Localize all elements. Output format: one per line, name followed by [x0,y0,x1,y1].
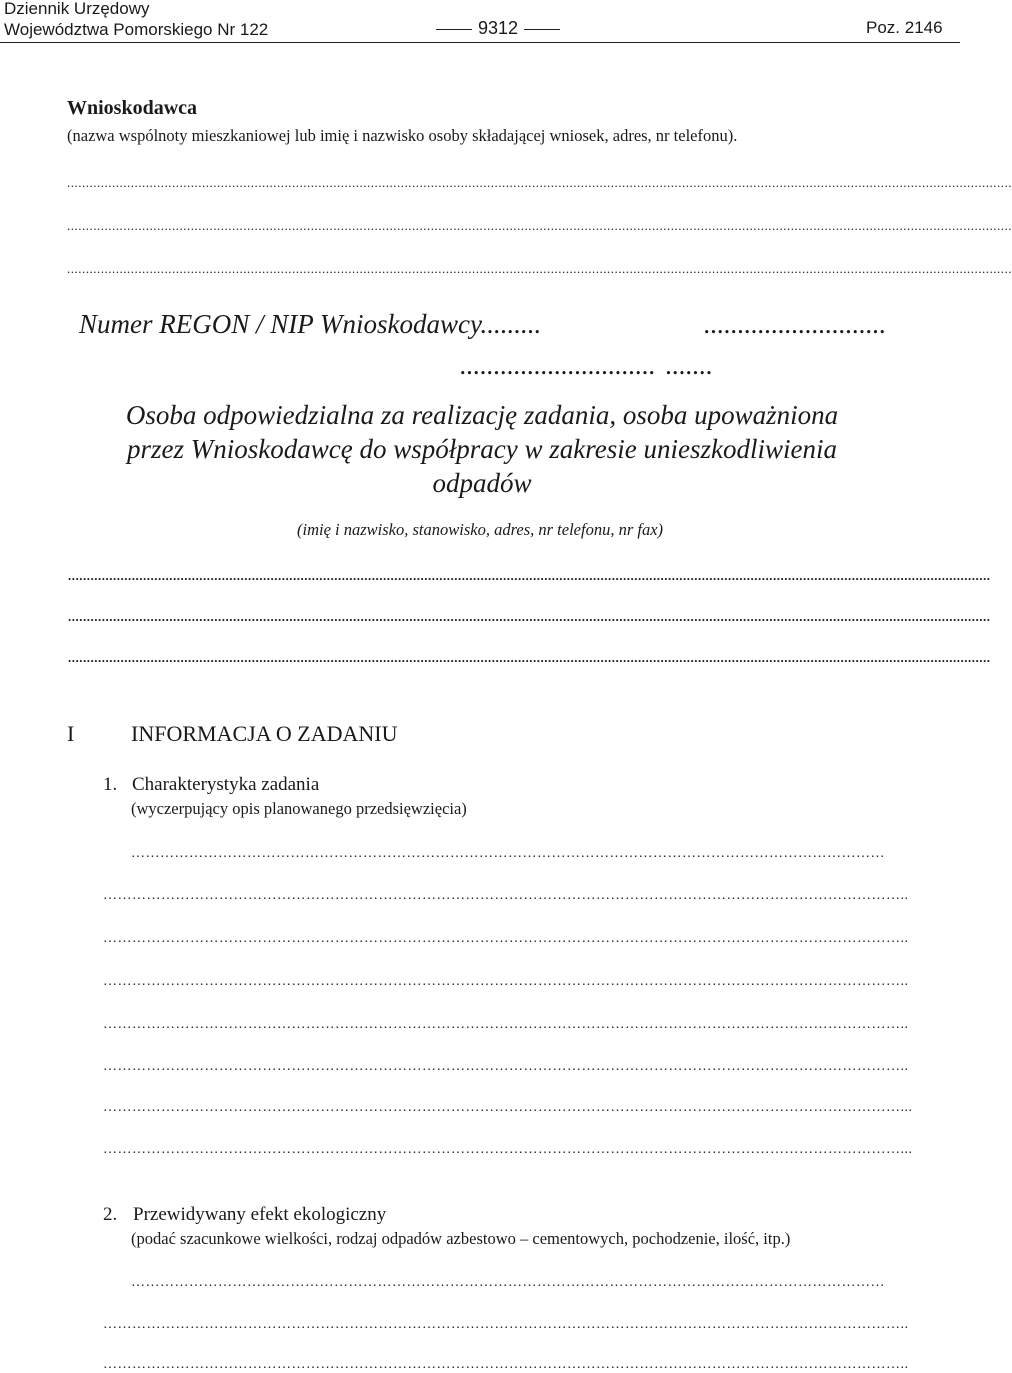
applicant-fill-line-1[interactable]: ............................................................................................................................................................................................................................................................ [67,175,1012,190]
responsible-fill-line-3[interactable]: ...................................................................................................................................................................................................................................................... [68,650,991,665]
applicant-title: Wnioskodawca [67,97,198,119]
journal-volume: Województwa Pomorskiego Nr 122 [4,20,269,39]
applicant-fill-line-2[interactable]: ............................................................................................................................................................................................................................................................ [67,218,1012,233]
item1-fill-line-7[interactable]: …………………………………………………………………………………………………………………………………………………... [103,1100,913,1115]
responsible-title-line-3: odpadów [432,468,532,498]
regon-fill-1[interactable]: ........................... [704,309,887,339]
item1-number: 1. [103,774,118,795]
item2-hint: (podać szacunkowe wielkości, rodzaj odpadów azbestowo – cementowych, pochodzenie, ilość, itp.) [131,1229,791,1248]
responsible-fill-line-2[interactable]: ...................................................................................................................................................................................................................................................... [68,609,991,624]
item2-fill-line-3[interactable]: ………………………………………………………………………………………………………………………………………………….. [103,1357,909,1372]
responsible-title-line-1: Osoba odpowiedzialna za realizację zadania, osoba upoważniona [125,400,839,430]
item1-fill-line-2[interactable]: ………………………………………………………………………………………………………………………………………………….. [103,888,909,903]
regon-dots-4: ....... [665,350,713,380]
item2-fill-line-2[interactable]: ………………………………………………………………………………………………………………………………………………….. [103,1317,909,1332]
item1-fill-line-5[interactable]: ………………………………………………………………………………………………………………………………………………….. [103,1017,909,1032]
item1-hint: (wyczerpujący opis planowanego przedsięwzięcia) [131,799,467,818]
journal-name: Dziennik Urzędowy [4,0,150,18]
item1-fill-line-8[interactable]: …………………………………………………………………………………………………………………………………………………... [103,1142,913,1157]
item2-title: Przewidywany efekt ekologiczny [133,1204,387,1225]
section-numeral: I [67,721,75,746]
responsible-hint: (imię i nazwisko, stanowisko, adres, nr telefonu, nr fax) [296,520,664,539]
item1-fill-line-1[interactable]: ………………………………………………………………………………………………………………………………………… [131,846,885,861]
responsible-title-line-2: przez Wnioskodawcę do współpracy w zakresie unieszkodliwienia [127,434,837,464]
page-number-dash-right [524,29,560,31]
item1-fill-line-3[interactable]: ………………………………………………………………………………………………………………………………………………….. [103,931,909,946]
header-rule [0,42,960,43]
responsible-fill-line-1[interactable]: ...................................................................................................................................................................................................................................................... [68,568,991,583]
item1-title: Charakterystyka zadania [132,774,320,795]
page-number [430,18,566,39]
item1-fill-line-4[interactable]: ………………………………………………………………………………………………………………………………………………….. [103,974,909,989]
page-number-value: 9312 [478,18,519,38]
position-number: Poz. 2146 [866,18,943,37]
section-title: INFORMACJA O ZADANIU [131,721,398,746]
regon-dots-3: ............................. [460,350,656,380]
item1-fill-line-6[interactable]: ………………………………………………………………………………………………………………………………………………….. [103,1059,909,1074]
applicant-hint: (nazwa wspólnoty mieszkaniowej lub imię i nazwisko osoby składającej wniosek, adres, nr telefonu). [67,126,738,145]
page-number-dash-left [436,29,472,31]
regon-fill-2[interactable] [460,350,713,381]
item2-number: 2. [103,1204,118,1225]
regon-label [79,309,541,340]
applicant-fill-line-3[interactable]: ............................................................................................................................................................................................................................................................ [67,261,1012,276]
regon-label-text: Numer REGON / NIP Wnioskodawcy [79,309,481,339]
regon-dots-1: ......... [480,309,542,339]
item2-fill-line-1[interactable]: ………………………………………………………………………………………………………………………………………… [131,1275,885,1290]
